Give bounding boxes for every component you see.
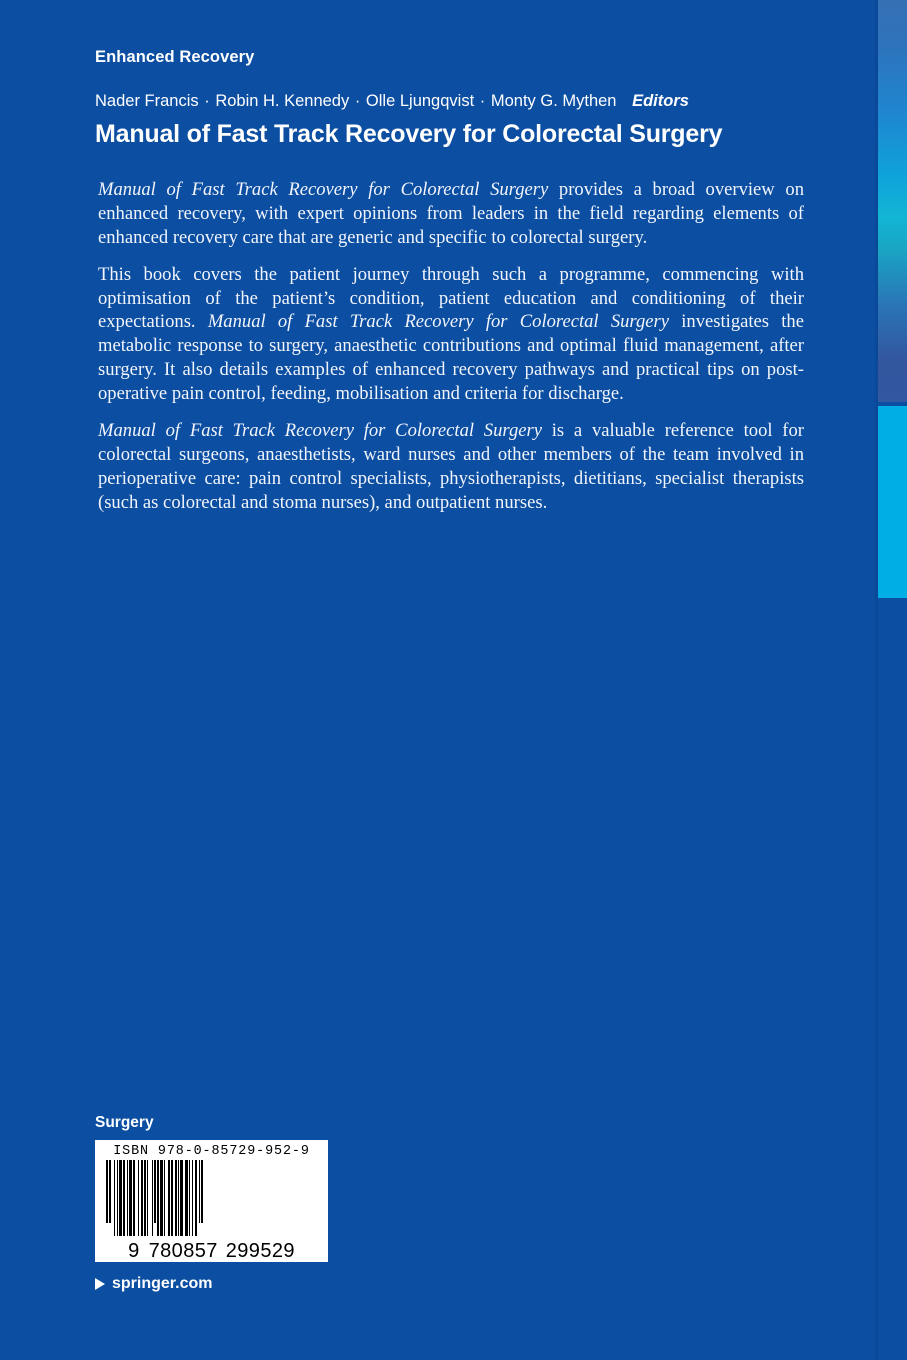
editor-name-3: Olle Ljungqvist: [365, 92, 475, 110]
barcode-bars: [102, 1160, 321, 1236]
blurb-text: provides a broad overview on enhanced recovery, with expert opinions from leaders in the field regarding elements of enhanced recovery care that are generic and specific to colorectal surgery.: [98, 179, 804, 248]
editor-separator: ·: [204, 92, 210, 110]
back-cover-blurb: [98, 178, 804, 515]
blurb-text: is a valuable reference tool for colorectal surgeons, anaesthetists, ward nurses and other members of the team involved in perioperative care: pain control specialists, physiotherapists, dietitians, specialist therapists (such as colorectal and stoma nurses), and outpatient nurses.: [98, 420, 804, 513]
band-gradient-image: [878, 0, 907, 402]
ean-group-2: 299529: [225, 1240, 295, 1262]
triangle-right-icon: [95, 1278, 105, 1290]
blurb-paragraph-1: [98, 178, 804, 250]
editor-name-2: Robin H. Kennedy: [215, 92, 350, 110]
blurb-paragraph-2: [98, 263, 804, 406]
editor-name-1: Nader Francis: [95, 92, 199, 110]
blurb-text: investigates the metabolic response to surgery, anaesthetic contributions and optimal fluid management, after surgery. It also details examples of enhanced recovery pathways and practical tips on post-operative pain control, feeding, mobilisation and criteria for discharge.: [98, 311, 804, 405]
ean-digits: [95, 1241, 328, 1261]
subject-label: Surgery: [95, 1114, 154, 1131]
band-edge-divider: [875, 0, 878, 1360]
title-reference: Manual of Fast Track Recovery for Colorectal Surgery: [207, 311, 670, 333]
ean-lead-digit: 9: [128, 1240, 140, 1262]
editors-role-label: Editors: [632, 92, 689, 110]
editors-line: [95, 92, 689, 111]
publisher-url-label: springer.com: [112, 1275, 213, 1292]
page-title: Manual of Fast Track Recovery for Colorectal Surgery: [95, 120, 723, 148]
editor-name-4: Monty G. Mythen: [490, 92, 617, 110]
right-color-band: [878, 0, 907, 1360]
editor-separator: ·: [479, 92, 486, 110]
publisher-link[interactable]: [95, 1275, 435, 1293]
isbn-barcode: [95, 1140, 328, 1262]
blurb-text: This book covers the patient journey through such a programme, commencing with optimisation of the patient’s condition, patient education and conditioning of their expectations.: [98, 263, 804, 333]
editor-separator: ·: [354, 92, 361, 110]
ean-group-1: 780857: [148, 1240, 218, 1262]
title-reference: Manual of Fast Track Recovery for Colorectal Surgery: [98, 179, 549, 200]
series-label: Enhanced Recovery: [95, 48, 255, 66]
band-cyan-block: [878, 406, 907, 598]
title-reference: Manual of Fast Track Recovery for Colorectal Surgery: [98, 420, 542, 442]
isbn-number: ISBN 978-0-85729-952-9: [113, 1144, 310, 1159]
blurb-paragraph-3: [98, 419, 804, 515]
cover-footer: [95, 1114, 435, 1293]
